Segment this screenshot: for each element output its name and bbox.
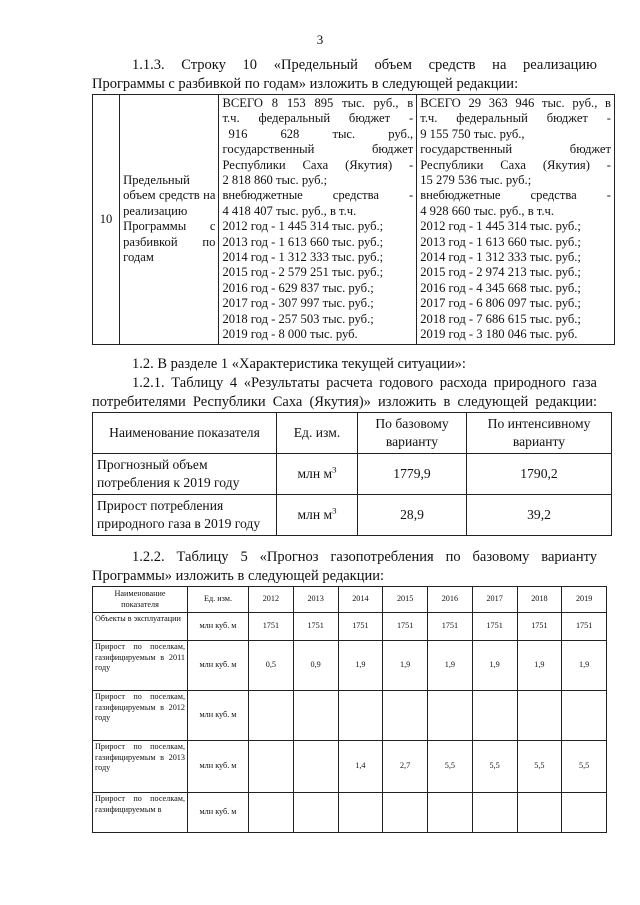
table-header-row (93, 587, 607, 613)
gas-consumption-table (92, 412, 612, 536)
value-cell: 5,5 (562, 741, 607, 793)
value-cell (249, 691, 294, 741)
table-row (93, 741, 607, 793)
indicator-name: Прогнозный объем потребления к 2019 году (93, 454, 277, 495)
intensive-line: 2019 год - 3 180 046 тыс. руб. (420, 327, 578, 342)
section-1-2-2-line2: Программы» изложить в следующей редакции: (92, 568, 385, 584)
row-number-cell: 10 (93, 95, 120, 345)
row-name-cell: Предельный объем средств на реализацию Программы с разбивкой по годам (120, 95, 219, 345)
header-unit: Ед. изм. (188, 587, 249, 613)
base-line: 2014 год - 1 312 333 тыс. руб.; (222, 250, 384, 265)
base-line: 2013 год - 1 613 660 тыс. руб.; (222, 234, 384, 249)
base-line: государственный бюджет (222, 142, 414, 157)
base-line: 2 818 860 тыс. руб.; (222, 173, 328, 188)
header-year: 2012 (249, 587, 294, 613)
value-cell: 1,9 (472, 641, 517, 691)
value-cell (383, 793, 428, 833)
value-cell (293, 741, 338, 793)
unit-cell: млн куб. м (188, 741, 249, 793)
intensive-variant-cell (417, 95, 615, 345)
header-indicator: Наименование показателя (93, 413, 277, 454)
indicator-name: Объекты в эксплуатации (93, 613, 188, 641)
section-1-2-2-line1: 1.2.2. Таблицу 5 «Прогноз газопотребления по базовому варианту (132, 549, 597, 565)
intensive-line: т.ч. федеральный бюджет - (420, 111, 611, 126)
value-cell (249, 741, 294, 793)
value-cell: 1,9 (383, 641, 428, 691)
value-cell: 0,5 (249, 641, 294, 691)
base-value: 1779,9 (358, 454, 467, 495)
section-1-1-3-line2: Программы с разбивкой по годам» изложить в следующей редакции: (92, 76, 519, 92)
value-cell: 1751 (249, 613, 294, 641)
section-1-2: 1.2. В разделе 1 «Характеристика текущей ситуации»: (132, 356, 466, 372)
value-cell (383, 691, 428, 741)
value-cell: 1,9 (428, 641, 473, 691)
value-cell: 1751 (517, 613, 562, 641)
header-year: 2015 (383, 587, 428, 613)
value-cell (517, 691, 562, 741)
value-cell (249, 793, 294, 833)
indicator-name: Прирост по поселкам, газифицируемым в 2013 году (93, 741, 188, 793)
intensive-line: 2016 год - 4 345 668 тыс. руб.; (420, 280, 581, 295)
indicator-name: Прирост потребления природного газа в 2019 году (93, 495, 277, 536)
value-cell (428, 691, 473, 741)
section-1-2-1-line1: 1.2.1. Таблицу 4 «Результаты расчета годового расхода природного газа (132, 375, 597, 391)
intensive-line: 2014 год - 1 312 333 тыс. руб.; (420, 250, 581, 265)
unit-cell: млн куб. м (188, 691, 249, 741)
value-cell (293, 691, 338, 741)
value-cell (517, 793, 562, 833)
header-unit: Ед. изм. (277, 413, 358, 454)
header-year: 2014 (338, 587, 383, 613)
base-variant-cell (219, 95, 417, 345)
indicator-name: Прирост по поселкам, газифицируемым в (93, 793, 188, 833)
intensive-line: 2012 год - 1 445 314 тыс. руб.; (420, 219, 581, 234)
header-year: 2018 (517, 587, 562, 613)
section-1-1-3-line1: 1.1.3. Строку 10 «Предельный объем средств на реализацию (132, 57, 597, 73)
value-cell: 1,9 (517, 641, 562, 691)
table-row (93, 793, 607, 833)
intensive-line: 2013 год - 1 613 660 тыс. руб.; (420, 234, 581, 249)
table-row (93, 495, 612, 536)
value-cell (428, 793, 473, 833)
intensive-line: ВСЕГО 29 363 946 тыс. руб., в (420, 96, 611, 110)
table-row (93, 613, 607, 641)
header-year: 2013 (293, 587, 338, 613)
gas-forecast-table (92, 586, 607, 833)
value-cell: 1,9 (338, 641, 383, 691)
header-year: 2016 (428, 587, 473, 613)
value-cell (472, 793, 517, 833)
value-cell: 1,4 (338, 741, 383, 793)
value-cell: 1751 (472, 613, 517, 641)
intensive-line: 4 928 660 тыс. руб., в т.ч. (420, 203, 554, 218)
table-row (93, 95, 615, 345)
header-year: 2019 (562, 587, 607, 613)
value-cell (562, 691, 607, 741)
base-value: 28,9 (358, 495, 467, 536)
intensive-line: 2018 год - 7 686 615 тыс. руб.; (420, 311, 581, 326)
table-row (93, 454, 612, 495)
base-line: т.ч. федеральный бюджет - (222, 111, 414, 126)
table-row (93, 641, 607, 691)
base-line: 2016 год - 629 837 тыс. руб.; (222, 280, 374, 295)
header-year: 2017 (472, 587, 517, 613)
header-base: По базовому варианту (358, 413, 467, 454)
unit-cell: млн $м^3$ (277, 454, 358, 495)
value-cell: 5,5 (517, 741, 562, 793)
intensive-line: внебюджетные средства - (420, 188, 611, 203)
intensive-line: Республики Саха (Якутия) - (420, 157, 611, 172)
intensive-line: 2015 год - 2 974 213 тыс. руб.; (420, 265, 581, 280)
base-line: 2017 год - 307 997 тыс. руб.; (222, 296, 374, 311)
indicator-name: Прирост по поселкам, газифицируемым в 2011 году (93, 641, 188, 691)
base-line: 4 418 407 тыс. руб., в т.ч. (222, 203, 357, 218)
value-cell: 2,7 (383, 741, 428, 793)
unit-cell: млн куб. м (188, 641, 249, 691)
base-line: 2019 год - 8 000 тыс. руб. (222, 327, 358, 342)
value-cell: 5,5 (472, 741, 517, 793)
base-line: внебюджетные средства - (222, 188, 414, 203)
section-1-2-1-line2: потребителями Республики Саха (Якутия)» изложить в следующей редакции: (92, 394, 597, 410)
base-line: 2012 год - 1 445 314 тыс. руб.; (222, 219, 384, 234)
header-intensive: По интенсивному варианту (467, 413, 612, 454)
base-line: Республики Саха (Якутия) - (222, 157, 414, 172)
base-line: 916 628 тыс. руб., (228, 126, 414, 141)
value-cell: 1751 (293, 613, 338, 641)
value-cell: 1751 (383, 613, 428, 641)
unit-cell: млн куб. м (188, 793, 249, 833)
value-cell (472, 691, 517, 741)
table-header-row (93, 413, 612, 454)
base-line: 2015 год - 2 579 251 тыс. руб.; (222, 265, 384, 280)
value-cell (338, 793, 383, 833)
intensive-line: 9 155 750 тыс. руб., (420, 126, 525, 141)
value-cell: 1751 (428, 613, 473, 641)
value-cell: 1751 (338, 613, 383, 641)
header-indicator: Наименование показателя (93, 587, 188, 613)
value-cell: 1751 (562, 613, 607, 641)
intensive-line: государственный бюджет (420, 142, 611, 157)
page-number: 3 (316, 32, 324, 47)
table-row (93, 691, 607, 741)
unit-cell: млн $м^3$ (277, 495, 358, 536)
intensive-value: 39,2 (467, 495, 612, 536)
value-cell (293, 793, 338, 833)
budget-table (92, 94, 615, 345)
indicator-name: Прирост по поселкам, газифицируемым в 2012 году (93, 691, 188, 741)
value-cell: 1,9 (562, 641, 607, 691)
intensive-value: 1790,2 (467, 454, 612, 495)
unit-cell: млн куб. м (188, 613, 249, 641)
value-cell: 0,9 (293, 641, 338, 691)
value-cell: 5,5 (428, 741, 473, 793)
intensive-line: 15 279 536 тыс. руб.; (420, 173, 532, 188)
value-cell (338, 691, 383, 741)
intensive-line: 2017 год - 6 806 097 тыс. руб.; (420, 296, 581, 311)
value-cell (562, 793, 607, 833)
base-line: 2018 год - 257 503 тыс. руб.; (222, 311, 374, 326)
base-line: ВСЕГО 8 153 895 тыс. руб., в (222, 96, 414, 110)
